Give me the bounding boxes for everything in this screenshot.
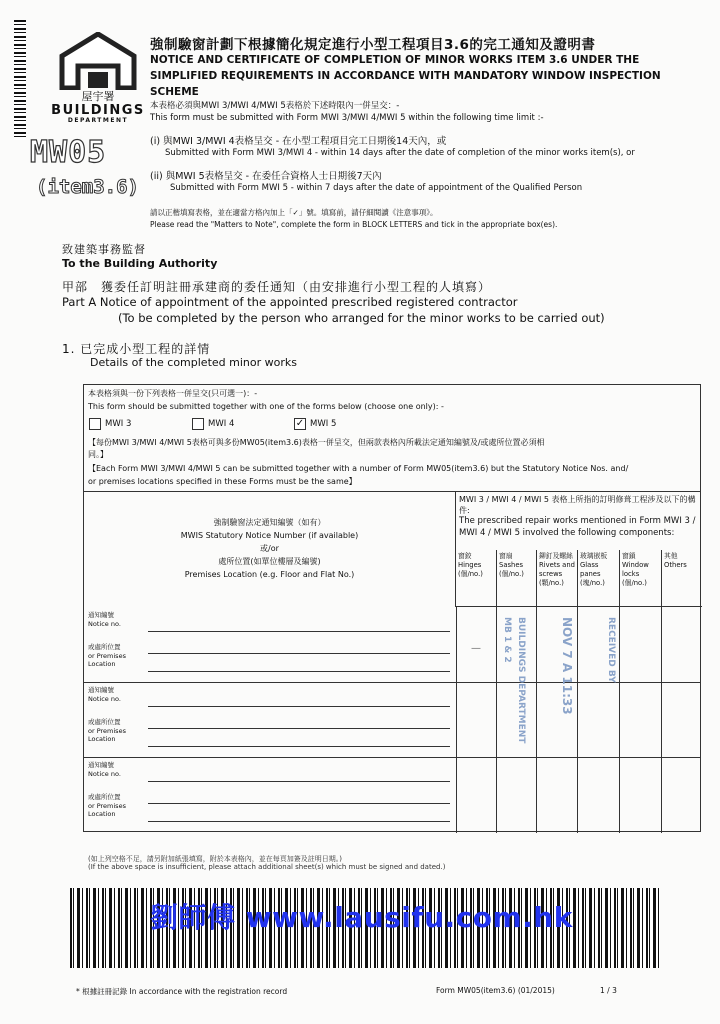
column-hinges-unit: (個/no.) <box>458 570 483 578</box>
row1-notice-en: Notice no. <box>88 619 121 628</box>
row3-notice-field[interactable] <box>148 781 450 782</box>
watermark-text: 劉師傅 www.lausifu.com.hk <box>150 901 573 934</box>
option1-english: Submitted with Form MWI 3/MWI 4 - within 14 days after the date of completion of the minor works item(s), or <box>165 148 635 158</box>
side-barcode <box>14 20 26 140</box>
note-chinese: 請以正楷填寫表格，並在適當方格內加上「✓」號。填寫前，請仔細閱讀《注意事項》。 <box>150 208 438 217</box>
row1-notice-label <box>88 611 121 628</box>
components-header-chinese: MWI 3 / MWI 4 / MWI 5 表格上所指的訂明修葺工程涉及以下的構件: <box>459 495 696 515</box>
title-chinese: 強制驗窗計劃下根據簡化規定進行小型工程項目3.6的完工通知及證明書 <box>150 37 596 53</box>
row1-location-field-2[interactable] <box>148 671 450 672</box>
row1-or-en: or Premises <box>88 651 126 660</box>
submission-note-chinese: 【每份MWI 3/MWI 4/MWI 5表格可與多份MW05(item3.6)表格一併呈交，但兩款表格內所載法定通知編號及/或處所位置必須相 <box>88 438 545 447</box>
note-english: Please read the "Matters to Note", complete the form in BLOCK LETTERS and tick in the appropriate box(es). <box>150 220 558 229</box>
divider <box>536 607 537 833</box>
part-a-chinese: 甲部 獲委任訂明註冊承建商的委任通知（由安排進行小型工程的人填寫） <box>62 280 492 294</box>
location-header-english: Premises Location (e.g. Floor and Flat No.) <box>184 570 355 579</box>
option2-english: Submitted with Form MWI 5 - within 7 days after the date of appointment of the Qualified Person <box>170 183 583 193</box>
notice-header-chinese: 強制驗窗法定通知編號（如有） <box>213 518 326 527</box>
row3-notice-label <box>88 761 121 778</box>
column-glass-unit: (塊/no.) <box>580 579 605 587</box>
column-others <box>661 550 702 606</box>
row2-or-en: or Premises <box>88 726 126 735</box>
row2-or-zh: 或處所位置 <box>88 718 121 726</box>
page-number: 1 / 3 <box>600 986 617 995</box>
stamp-received: RECEIVED BY <box>606 617 616 683</box>
submission-note-chinese-2: 同。】 <box>88 450 108 459</box>
row1-loc-en: Location <box>88 660 116 668</box>
logo-english: BUILDINGS <box>51 103 145 118</box>
component-columns <box>456 550 702 607</box>
column-rivets-unit: (顆/no.) <box>539 579 564 587</box>
part-a-english: Part A Notice of appointment of the appointed prescribed registered contractor <box>62 295 518 309</box>
column-locks-unit: (個/no.) <box>622 579 647 587</box>
choose-form-chinese: 本表格須與一份下列表格一併呈交(只可選一)：- <box>88 389 258 398</box>
addressee-chinese: 致建築事務監督 <box>62 243 146 256</box>
column-rivets-en: Rivets and screws <box>539 561 575 578</box>
column-window-locks <box>619 550 661 606</box>
column-hinges-zh: 窗鉸 <box>458 552 472 560</box>
house-logo-icon <box>58 32 138 90</box>
row1-location-field[interactable] <box>148 653 450 654</box>
components-header <box>456 492 702 550</box>
checkbox-mwi5[interactable] <box>294 418 336 430</box>
buildings-department-logo <box>50 32 146 124</box>
checkbox-mwi5-box[interactable]: ✓ <box>295 418 305 429</box>
row3-loc-en: Location <box>88 810 116 818</box>
row2-notice-en: Notice no. <box>88 694 121 703</box>
checkbox-mwi3-label: MWI 3 <box>105 419 132 429</box>
row3-notice-en: Notice no. <box>88 769 121 778</box>
row3-location-label <box>88 793 126 819</box>
column-others-en: Others <box>664 561 687 569</box>
intro-chinese: 本表格必須與MWI 3/MWI 4/MWI 5表格於下述時限內一併呈交：- <box>150 101 400 111</box>
option1-chinese: (i) 與MWI 3/MWI 4表格呈交 - 在小型工程項目完工日期後14天內，或 <box>150 136 447 147</box>
form-reference: Form MW05(item3.6) (01/2015) <box>436 986 555 995</box>
intro-english: This form must be submitted with Form MWI 3/MWI 4/MWI 5 within the following time limit :- <box>150 113 544 123</box>
divider <box>619 607 620 833</box>
logo-english-sub: DEPARTMENT <box>67 117 129 124</box>
row2-loc-en: Location <box>88 735 116 743</box>
divider <box>577 607 578 833</box>
registration-note: * 根據註冊記錄 In accordance with the registration record <box>76 987 288 996</box>
column-rivets <box>536 550 577 606</box>
column-sashes <box>496 550 536 606</box>
notice-header-or: 或/or <box>260 544 279 553</box>
row2-location-field-2[interactable] <box>148 746 450 747</box>
row3-or-en: or Premises <box>88 801 126 810</box>
space-note-chinese: (如上列空格不足，請另附加紙張填寫，附於本表格內，並在每頁加簽及註明日期。) <box>88 855 342 863</box>
column-sashes-zh: 窗扇 <box>499 552 513 560</box>
column-others-zh: 其他 <box>664 552 678 560</box>
checkbox-mwi3-box[interactable] <box>89 418 101 430</box>
row2-notice-field[interactable] <box>148 706 450 707</box>
column-locks-zh: 窗鎖 <box>622 552 636 560</box>
column-glass-en: Glass panes <box>580 561 601 578</box>
row1-notice-field[interactable] <box>148 631 450 632</box>
row3-location-field-2[interactable] <box>148 821 450 822</box>
space-note-english: (If the above space is insufficient, please attach additional sheet(s) which must be signed and dated.) <box>88 863 446 871</box>
notice-location-header <box>84 492 456 607</box>
option2-chinese: (ii) 與MWI 5表格呈交 - 在委任合資格人士日期後7天內 <box>150 171 382 182</box>
form-item: (item3.6) <box>36 176 139 198</box>
section1-english: Details of the completed minor works <box>90 356 297 369</box>
row1-location-label <box>88 643 126 669</box>
components-header-english: The prescribed repair works mentioned in Form MWI 3 / MWI 4 / MWI 5 involved the following components: <box>459 516 696 538</box>
dash-mark: — <box>471 643 481 654</box>
part-a-english-sub: (To be completed by the person who arranged for the minor works to be carried out) <box>118 311 605 325</box>
row-divider <box>84 757 700 758</box>
column-hinges-en: Hinges <box>458 561 482 569</box>
submission-note-english-2: or premises locations specified in these Forms must be the same】 <box>88 477 357 486</box>
section1-chinese: 1. 已完成小型工程的詳情 <box>62 342 211 356</box>
title-english: NOTICE AND CERTIFICATE OF COMPLETION OF MINOR WORKS ITEM 3.6 UNDER THE SIMPLIFIED REQUIREMENTS IN ACCORDANCE WITH MANDATORY WINDOW INSPECTION SCHEME <box>150 54 661 98</box>
column-rivets-zh: 鉚釘及螺絲 <box>539 552 573 560</box>
row2-location-field[interactable] <box>148 728 450 729</box>
form-choice-section <box>84 385 700 492</box>
row1-notice-zh: 通知編號 <box>88 611 114 619</box>
choose-form-english: This form should be submitted together with one of the forms below (choose one only): - <box>88 402 444 411</box>
row2-notice-zh: 通知編號 <box>88 686 114 694</box>
logo-chinese: 屋宇署 <box>81 90 115 103</box>
column-locks-en: Window locks <box>622 561 649 578</box>
minor-works-table <box>83 384 701 832</box>
row1-or-zh: 或處所位置 <box>88 643 121 651</box>
addressee-english: To the Building Authority <box>62 257 218 270</box>
checkbox-mwi4-box[interactable] <box>192 418 204 430</box>
divider <box>496 607 497 833</box>
column-sashes-unit: (個/no.) <box>499 570 524 578</box>
notice-header-english: MWIS Statutory Notice Number (if available) <box>180 531 359 540</box>
checkbox-mwi4[interactable] <box>192 418 234 430</box>
submission-note-english: 【Each Form MWI 3/MWI 4/MWI 5 can be submitted together with a number of Form MW05(item3.6) but the Statutory Notice Nos. and/ <box>88 464 629 473</box>
stamp-date: NOV 7 A 11:33 <box>560 617 574 715</box>
row3-or-zh: 或處所位置 <box>88 793 121 801</box>
row2-location-label <box>88 718 126 744</box>
stamp-mb: MB 1 & 2 <box>502 617 512 663</box>
column-hinges <box>456 550 496 606</box>
column-glass-zh: 玻璃嵌板 <box>580 552 608 560</box>
column-sashes-en: Sashes <box>499 561 524 569</box>
location-header-chinese: 處所位置(如單位樓層及編號) <box>218 557 321 566</box>
checkbox-mwi3[interactable] <box>89 418 131 430</box>
row3-notice-zh: 通知編號 <box>88 761 114 769</box>
checkbox-mwi5-label: MWI 5 <box>310 419 337 429</box>
column-glass-panes <box>577 550 619 606</box>
checkbox-mwi4-label: MWI 4 <box>208 419 235 429</box>
stamp-buildings-department: BUILDINGS DEPARTMENT <box>516 617 526 744</box>
row2-notice-label <box>88 686 121 703</box>
row3-location-field[interactable] <box>148 803 450 804</box>
divider <box>456 607 457 833</box>
divider <box>661 607 662 833</box>
form-code: MW05 <box>30 135 107 170</box>
